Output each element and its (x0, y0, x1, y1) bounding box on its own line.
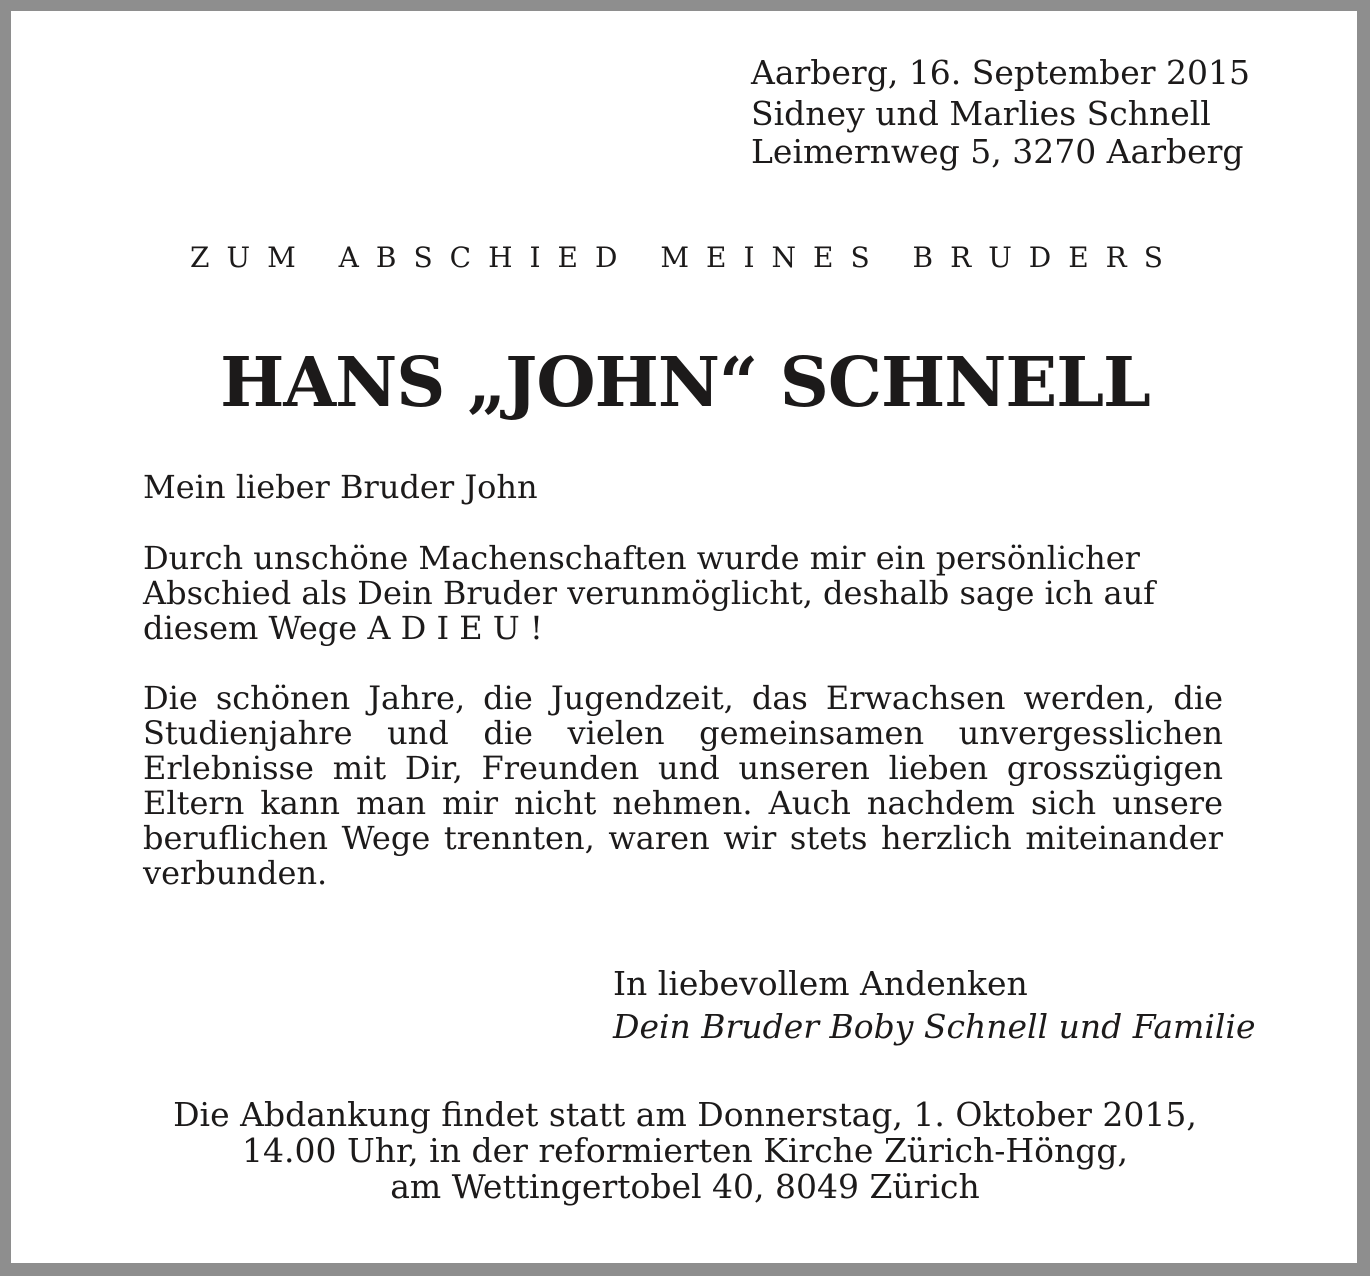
sender-address: Leimernweg 5, 3270 Aarberg (751, 132, 1244, 171)
service-info (0, 1097, 1370, 1205)
paragraph-memories: Die schönen Jahre, die Jugendzeit, das Erwachsen werden, die Studienjahre und die vielen gemeinsamen unvergesslichen Erlebnisse mit Dir, Freunden und unseren lieben grosszügigen Eltern kann man mir nicht nehmen. Auch nachdem sich unsere beruflichen Wege trennten, waren wir stets herzlich miteinander verbunden. (143, 679, 1223, 892)
greeting: Mein lieber Bruder John (143, 468, 538, 506)
place-date: Aarberg, 16. September 2015 (751, 53, 1251, 92)
signature: Dein Bruder Boby Schnell und Familie (613, 1007, 1256, 1046)
message-body (143, 470, 1223, 891)
closing-block (613, 962, 1256, 1048)
service-line-1: Die Abdankung findet statt am Donnerstag, 1. Oktober 2015, (173, 1095, 1197, 1134)
notice-heading: ZUM ABSCHIED MEINES BRUDERS (190, 241, 1180, 274)
paragraph-farewell: Durch unschöne Machenschaften wurde mir ein persönlicher Abschied als Dein Bruder verunmöglicht, deshalb sage ich auf diesem Wege A D I E U ! (143, 539, 1156, 647)
service-line-3: am Wettingertobel 40, 8049 Zürich (390, 1167, 980, 1206)
sender-names: Sidney und Marlies Schnell (751, 94, 1211, 133)
service-line-2: 14.00 Uhr, in der reformierten Kirche Zürich-Höngg, (242, 1131, 1128, 1170)
sender-block (751, 54, 1250, 171)
deceased-name: HANS „JOHN“ SCHNELL (220, 343, 1150, 423)
closing-line: In liebevollem Andenken (613, 964, 1028, 1003)
